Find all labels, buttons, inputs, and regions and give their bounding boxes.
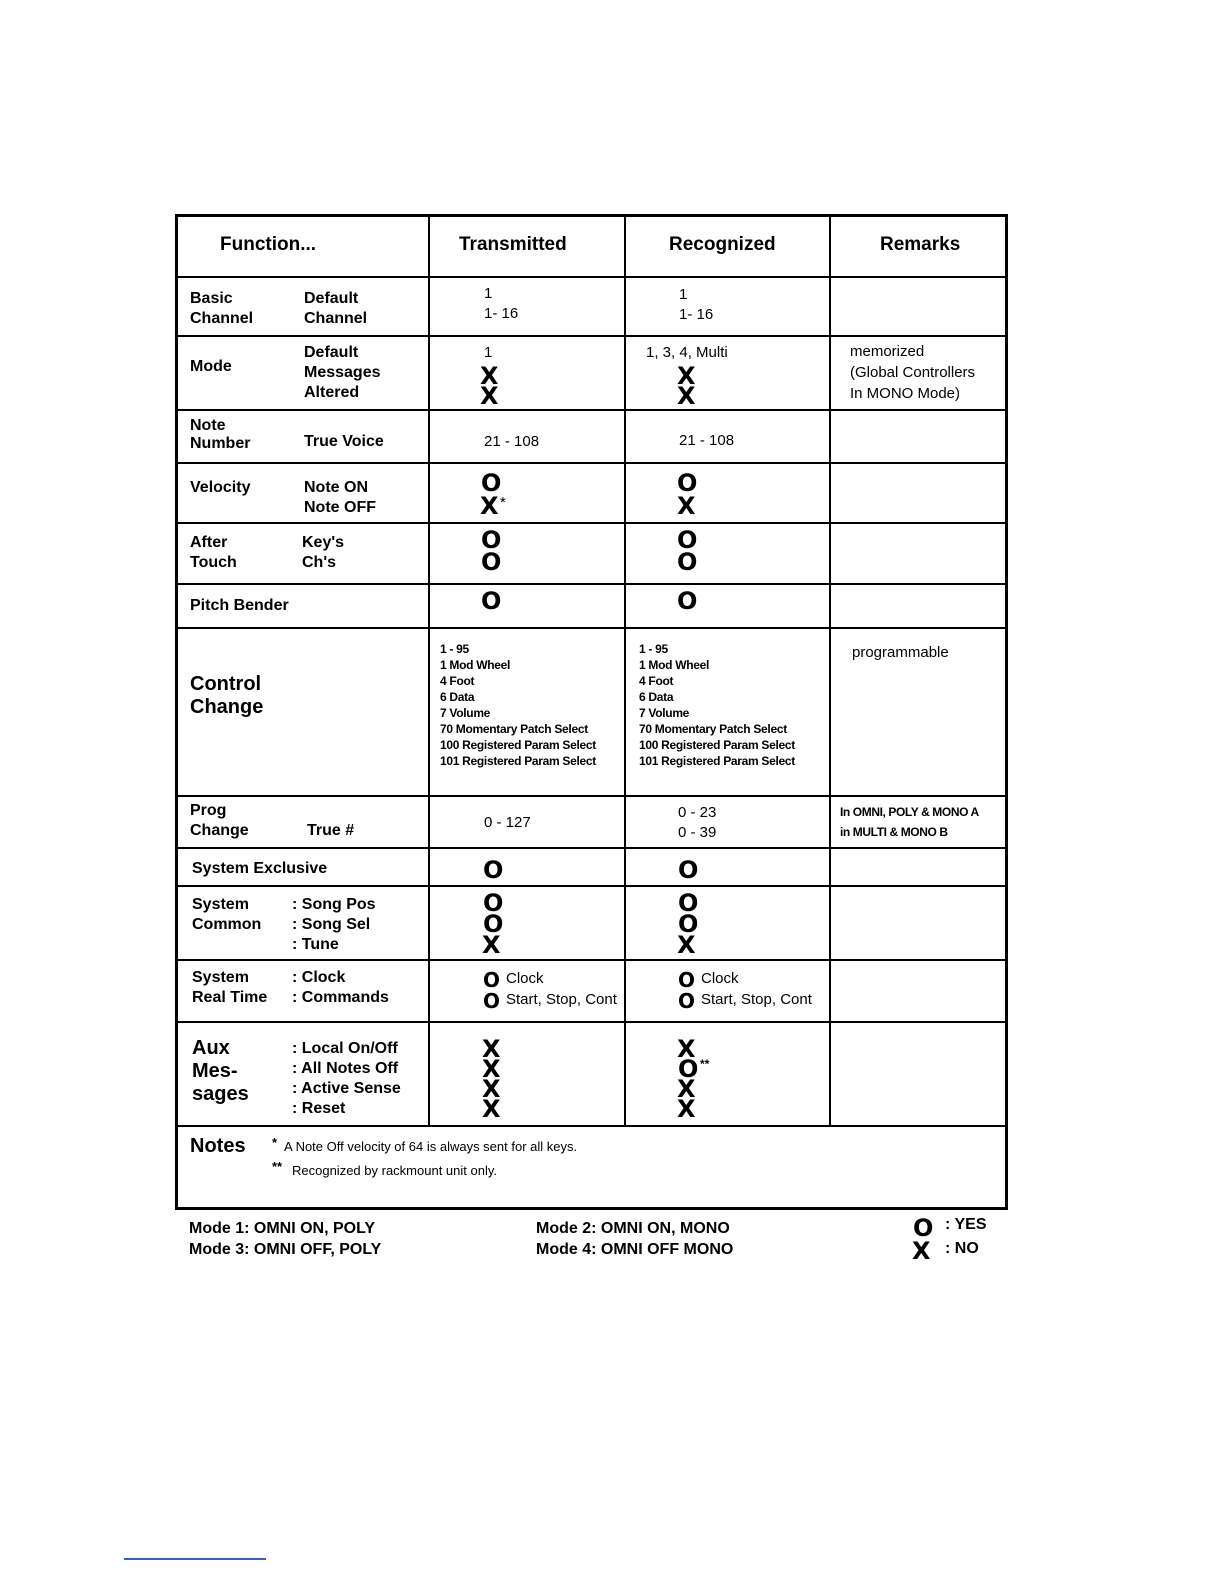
- yes-icon: O: [678, 856, 699, 884]
- mode-remarks: memorized (Global Controllers In MONO Mode): [850, 343, 976, 402]
- yes-icon: O: [677, 526, 698, 554]
- yes-icon: O: [677, 548, 698, 576]
- yes-icon: O: [483, 910, 504, 938]
- yes-icon: O: [481, 526, 502, 554]
- notes-mark-1: *: [272, 1135, 278, 1150]
- system-common-sub: : Song Pos : Song Sel : Tune: [292, 896, 376, 953]
- yes-icon: O: [677, 587, 698, 615]
- header-transmitted: Transmitted: [459, 234, 567, 255]
- column-divider: [624, 217, 626, 1125]
- yes-icon: O: [678, 1055, 699, 1083]
- no-icon: X: [912, 1237, 931, 1265]
- no-icon: X: [482, 1035, 501, 1063]
- notes-line-1: A Note Off velocity of 64 is always sent for all keys.: [284, 1139, 578, 1154]
- no-icon: X: [677, 1035, 696, 1063]
- row-divider: [178, 627, 1005, 629]
- yes-icon: O: [481, 548, 502, 576]
- no-icon: X: [482, 931, 501, 959]
- row-divider: [178, 847, 1005, 849]
- no-icon: X: [677, 382, 696, 410]
- control-change-label: Control Change: [190, 673, 264, 718]
- row-divider: [178, 959, 1005, 961]
- mode-sub: Default Messages Altered: [304, 344, 381, 401]
- row-divider: [178, 1125, 1005, 1127]
- prog-change-rx: 0 - 23 0 - 39: [678, 804, 717, 841]
- yes-icon: O: [913, 1214, 934, 1242]
- yes-icon: O: [483, 968, 501, 992]
- basic-channel-sub: Default Channel: [304, 290, 368, 327]
- basic-channel-label: Basic Channel: [190, 290, 254, 327]
- yes-icon: O: [483, 889, 504, 917]
- row-divider: [178, 522, 1005, 524]
- no-icon: X: [482, 1095, 501, 1123]
- yes-icon: O: [483, 989, 501, 1013]
- system-common-label: System Common: [192, 896, 262, 933]
- no-icon: X: [677, 931, 696, 959]
- no-icon: X: [677, 362, 696, 390]
- prog-change-sub: True #: [307, 822, 355, 839]
- no-icon: X: [677, 1095, 696, 1123]
- note-number-tx: 21 - 108: [484, 433, 540, 450]
- no-icon: X: [480, 492, 499, 520]
- real-time-rx-commands: Start, Stop, Cont: [701, 991, 812, 1008]
- yes-icon: O: [678, 889, 699, 917]
- control-change-tx: 1 - 95 1 Mod Wheel 4 Foot 6 Data 7 Volume 70 Momentary Patch Select 100 Registered Param Select 101 Registered Param Select: [440, 642, 596, 768]
- no-icon: X: [677, 492, 696, 520]
- aux-messages-label: Aux Mes- sages: [192, 1037, 249, 1105]
- basic-channel-tx: 1 1- 16: [484, 285, 519, 322]
- mode-1-legend: Mode 1: OMNI ON, POLY: [189, 1220, 376, 1237]
- system-real-time-label: System Real Time: [192, 969, 268, 1006]
- velocity-sub: Note ON Note OFF: [304, 479, 376, 516]
- header-function: Function...: [220, 234, 317, 255]
- after-touch-label: After Touch: [190, 534, 237, 571]
- yes-icon: O: [678, 989, 696, 1013]
- real-time-rx-clock: Clock: [701, 970, 739, 987]
- midi-implementation-chart: [175, 214, 1008, 1210]
- yes-legend: : YES: [945, 1216, 987, 1233]
- mode-3-legend: Mode 3: OMNI OFF, POLY: [189, 1241, 382, 1258]
- no-icon: X: [482, 1075, 501, 1103]
- yes-icon: O: [678, 968, 696, 992]
- yes-icon: O: [677, 469, 698, 497]
- mode-tx-default: 1: [484, 344, 493, 361]
- no-icon: X: [480, 382, 499, 410]
- row-divider: [178, 583, 1005, 585]
- row-divider: [178, 409, 1005, 411]
- notes-line-2: Recognized by rackmount unit only.: [292, 1163, 497, 1178]
- prog-change-tx: 0 - 127: [484, 814, 531, 831]
- row-divider: [178, 1021, 1005, 1023]
- basic-channel-rx: 1 1- 16: [679, 286, 714, 323]
- velocity-label: Velocity: [190, 479, 251, 496]
- notes-mark-2: **: [272, 1159, 283, 1174]
- row-divider: [178, 335, 1005, 337]
- aux-messages-sub: : Local On/Off : All Notes Off : Active Sense : Reset: [292, 1040, 401, 1117]
- header-remarks: Remarks: [880, 234, 961, 255]
- mode-rx-default: 1, 3, 4, Multi: [646, 344, 728, 361]
- yes-icon: O: [483, 856, 504, 884]
- note-number-rx: 21 - 108: [679, 432, 735, 449]
- no-legend: : NO: [945, 1240, 979, 1257]
- no-icon: X: [482, 1055, 501, 1083]
- real-time-tx-commands: Start, Stop, Cont: [506, 991, 617, 1008]
- page-underline: [124, 1558, 266, 1560]
- yes-icon: O: [678, 910, 699, 938]
- prog-change-label: Prog Change: [190, 802, 249, 839]
- aux-double-asterisk: **: [700, 1057, 710, 1071]
- yes-icon: O: [481, 587, 502, 615]
- yes-icon: O: [481, 469, 502, 497]
- column-divider: [829, 217, 831, 1125]
- no-icon: X: [677, 1075, 696, 1103]
- real-time-tx-clock: Clock: [506, 970, 544, 987]
- row-divider: [178, 795, 1005, 797]
- velocity-asterisk: *: [500, 494, 506, 511]
- row-divider: [178, 276, 1005, 278]
- notes-label: Notes: [190, 1135, 246, 1157]
- after-touch-sub: Key's Ch's: [302, 534, 345, 571]
- pitch-bender-label: Pitch Bender: [190, 597, 289, 614]
- row-divider: [178, 885, 1005, 887]
- note-number-sub: True Voice: [304, 433, 384, 450]
- mode-4-legend: Mode 4: OMNI OFF MONO: [536, 1241, 734, 1258]
- control-change-remarks: programmable: [852, 644, 949, 661]
- no-icon: X: [480, 362, 499, 390]
- system-exclusive-label: System Exclusive: [192, 860, 328, 877]
- mode-label: Mode: [190, 358, 232, 375]
- row-divider: [178, 462, 1005, 464]
- mode-2-legend: Mode 2: OMNI ON, MONO: [536, 1220, 730, 1237]
- header-recognized: Recognized: [669, 234, 776, 255]
- prog-change-remarks: In OMNI, POLY & MONO A in MULTI & MONO B: [840, 805, 979, 839]
- column-divider: [428, 217, 430, 1125]
- system-real-time-sub: : Clock : Commands: [292, 969, 389, 1006]
- control-change-rx: 1 - 95 1 Mod Wheel 4 Foot 6 Data 7 Volume 70 Momentary Patch Select 100 Registered Param Select 101 Registered Param Select: [639, 642, 795, 768]
- note-number-label: Note Number: [190, 417, 251, 452]
